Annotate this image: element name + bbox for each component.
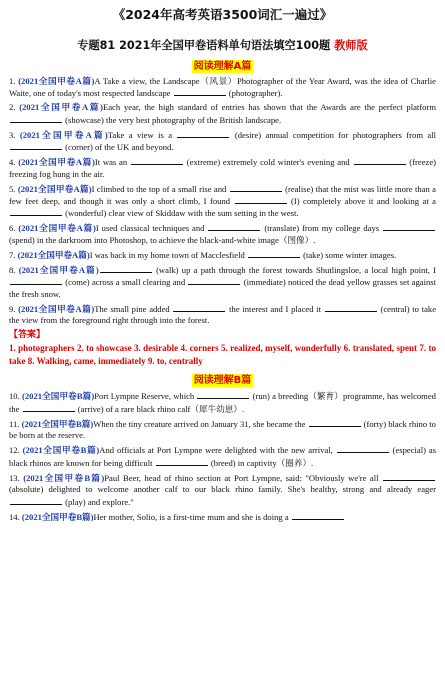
answer-blank[interactable] — [248, 249, 300, 258]
question-text: (immediate) noticed the dead yellow grasses set against the fresh snow. — [9, 277, 436, 299]
question-text: (extreme) extremely cold winter's evening and — [183, 157, 353, 168]
section-heading-a — [9, 56, 436, 74]
source-tag: (2021全国甲卷B篇) — [21, 511, 94, 522]
question-text: (arrive) of a rare black rhino calf（犀牛幼崽）. — [75, 403, 245, 414]
question-item — [9, 418, 436, 442]
answer-blank[interactable] — [337, 444, 389, 453]
question-number: 11. — [9, 418, 22, 429]
question-number: 9. — [9, 303, 19, 314]
question-list-a — [9, 76, 436, 326]
answer-blank[interactable] — [10, 141, 62, 150]
question-text: (realise) that the mist was little more than a few feet deep, and though it was only a short climb, I found — [9, 183, 436, 207]
question-number: 10. — [9, 391, 22, 402]
question-item — [9, 102, 436, 126]
question-item — [9, 76, 436, 100]
answer-blank[interactable] — [354, 156, 406, 165]
question-text: (freeze) freezing fog hung in the air. — [9, 157, 437, 179]
question-text: I was back in my home town of Macclesfield — [89, 249, 247, 260]
question-text: Her mother, Solio, is a first-time mum and she is doing a — [93, 511, 291, 522]
question-number: 3. — [9, 129, 20, 140]
question-text: I used classical techniques and — [95, 223, 208, 234]
answer-blank[interactable] — [23, 403, 75, 412]
question-text: (showcase) the very best photography of the British landscape. — [63, 114, 282, 125]
question-text: And officials at Port Lympne were delighted with the new arrival, — [99, 445, 336, 456]
answer-label: 【答案】 — [9, 330, 46, 341]
question-number: 7. — [9, 249, 18, 260]
question-text: (corner) of the UK and beyond. — [63, 142, 174, 153]
question-text: (run) a breeding（繁育）programme, has welcomed the — [9, 391, 436, 414]
answer-blank[interactable] — [188, 276, 240, 285]
question-text: I climbed to the top of a small rise and — [91, 183, 229, 194]
source-tag: (2021全国甲卷A篇) — [18, 157, 95, 168]
section-heading-a-label: 阅读理解A篇 — [193, 61, 252, 72]
question-item — [9, 264, 436, 300]
answer-blank[interactable] — [10, 207, 62, 216]
question-item — [9, 222, 436, 246]
teacher-edition-label: 教师版 — [334, 39, 368, 52]
question-item — [9, 390, 436, 415]
source-tag: (2021全国甲卷A篇) — [19, 102, 103, 113]
question-text: Port Lympne Reserve, which — [94, 391, 197, 402]
question-text: A Take a view, the Landscape（风景）Photographer of the Year Award, was the idea of Charlie Waite, one of today's most respected landscape — [9, 76, 436, 99]
answer-blank[interactable] — [10, 276, 62, 285]
question-text: (breed) in captivity（圈养）. — [208, 457, 314, 468]
question-text: (spend) in the darkroom into Photoshop, to achieve the black-and-white image（图像）. — [9, 234, 316, 245]
answer-text: 1. photographers 2. to showcase 3. desirable 4. corners 5. realized, myself, wonderfully 6. translated, spent 7. to take 8. Walking, came, immediately 9. to, centrally — [9, 343, 436, 366]
source-tag: (2021全国甲卷B篇) — [21, 418, 94, 429]
question-item — [9, 156, 436, 180]
question-item — [9, 183, 436, 220]
question-text: (central) to take the view from the foreground right through into the forest. — [9, 303, 437, 326]
question-number: 14. — [9, 511, 22, 522]
answer-blank[interactable] — [208, 222, 260, 231]
answer-blank[interactable] — [230, 183, 282, 192]
question-number: 12. — [9, 445, 23, 456]
question-number: 2. — [9, 102, 20, 113]
subtitle-text: 专题81 2021年全国甲卷语料单句语法填空100题 — [77, 39, 331, 52]
answer-blank[interactable] — [309, 418, 361, 427]
answer-blank[interactable] — [383, 222, 435, 231]
question-item — [9, 303, 436, 327]
question-number: 1. — [9, 76, 19, 86]
question-text: Paul Beer, head of rhino section at Port Lympne, said: "Obviously we're all — [104, 472, 382, 483]
document-title: 《2024年高考英语3500词汇一遍过》 — [112, 7, 333, 22]
question-text: (photographer). — [226, 88, 283, 99]
question-text: (absolute) delighted to welcome another calf to our black rhino family. She's healthy, strong and already eager — [9, 484, 436, 495]
question-list-b — [9, 390, 436, 522]
source-tag: (2021全国甲卷A篇) — [17, 183, 92, 194]
answer-blank[interactable] — [131, 156, 183, 165]
answer-blank[interactable] — [173, 303, 225, 312]
question-text: The small pine added — [94, 303, 173, 314]
question-item — [9, 444, 436, 469]
answer-blank[interactable] — [10, 114, 62, 123]
source-tag: (2021全国甲卷B篇) — [22, 445, 100, 456]
question-text: Each year, the high standard of entries has shown that the Awards are the perfect platform — [102, 102, 437, 113]
answer-blank[interactable] — [325, 303, 377, 312]
source-tag: (2021全国甲卷A篇) — [18, 76, 95, 86]
question-item — [9, 511, 436, 523]
question-item — [9, 129, 436, 154]
question-text: When the tiny creature arrived on January 31, she became the — [93, 418, 308, 429]
question-text: (translate) from my college days — [261, 223, 383, 234]
question-item — [9, 249, 436, 261]
question-text: (walk) up a path through the forest towards Shutlingsloe, a local high point, I — [152, 264, 436, 275]
source-tag: (2021全国甲卷B篇) — [23, 472, 105, 483]
question-number: 13. — [9, 472, 24, 483]
source-tag: (2021全国甲卷A篇) — [18, 264, 99, 275]
question-text: It was an — [94, 157, 130, 168]
question-number: 4. — [9, 157, 19, 168]
question-number: 8. — [9, 264, 19, 275]
question-text: (wonderful) clear view of Skiddaw with the sum setting in the west. — [63, 208, 299, 219]
question-text: Take a view is a — [107, 129, 177, 140]
section-subtitle — [9, 39, 436, 53]
question-text: (especial) as black rhinos are known for being difficult — [9, 445, 437, 468]
question-item — [9, 472, 436, 508]
question-text: (play) and explore." — [63, 496, 134, 507]
section-heading-b-label: 阅读理解B篇 — [193, 375, 252, 387]
answer-blank[interactable] — [156, 457, 208, 466]
question-text: (come) across a small clearing and — [63, 277, 188, 288]
source-tag: (2021全国甲卷A篇) — [18, 223, 96, 234]
answer-blank[interactable] — [100, 264, 152, 273]
answer-blank[interactable] — [197, 390, 249, 399]
source-tag: (2021全国甲卷B篇) — [21, 391, 95, 402]
answer-blank[interactable] — [174, 87, 226, 96]
question-text: (I) completely above it and looking at a — [287, 196, 436, 207]
question-text: the interest and I placed it — [226, 303, 324, 314]
question-number: 5. — [9, 183, 18, 194]
question-number: 6. — [9, 223, 19, 234]
source-tag: (2021全国甲卷A篇) — [19, 129, 108, 140]
question-text: (desire) annual competition for photographers from all — [230, 129, 437, 140]
answer-blank[interactable] — [292, 511, 344, 520]
question-text: (forty) black rhino to be born at the reserve. — [9, 418, 436, 441]
answer-blank[interactable] — [177, 129, 229, 138]
source-tag: (2021全国甲卷A篇) — [17, 249, 90, 260]
question-text: (take) some winter images. — [300, 249, 397, 260]
section-heading-b — [9, 370, 436, 388]
source-tag: (2021全国甲卷A篇) — [18, 303, 95, 314]
answer-blank[interactable] — [383, 472, 435, 481]
answer-blank[interactable] — [235, 195, 287, 204]
answer-blank[interactable] — [10, 496, 62, 505]
